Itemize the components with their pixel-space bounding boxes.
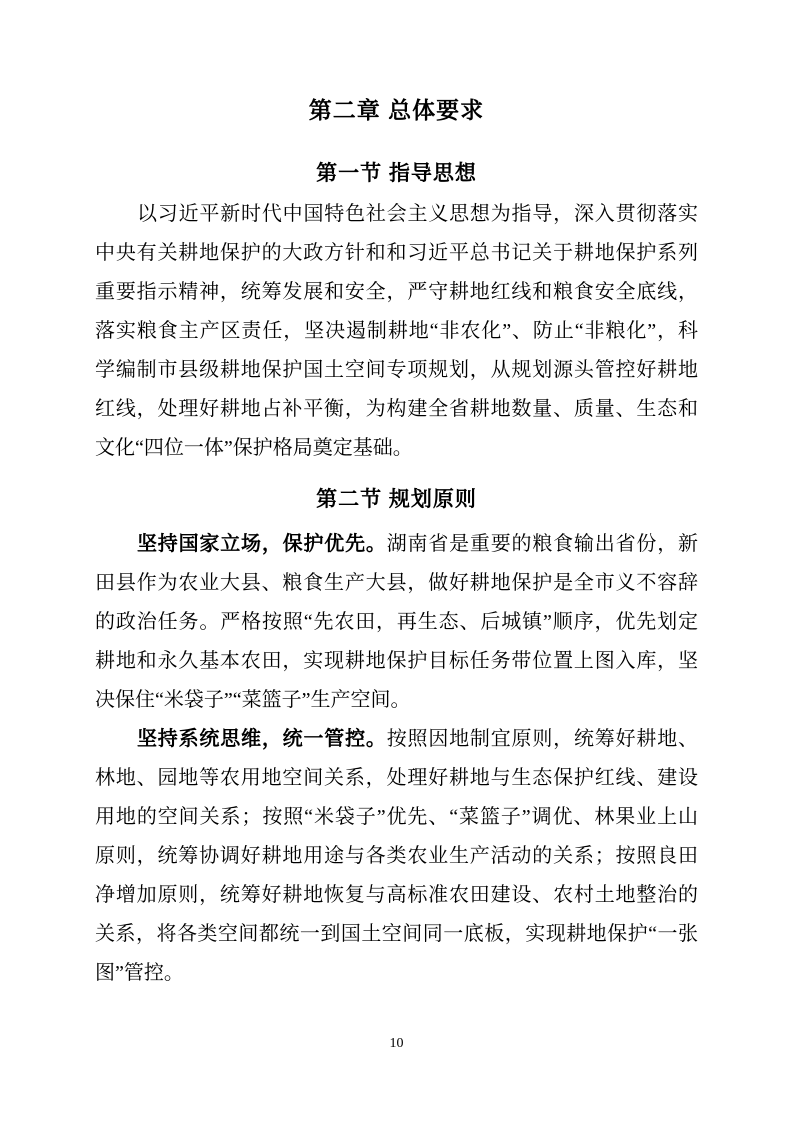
line-text: 的政治任务。严格按照“先农田，再生态、后城镇”顺序，优先划定 — [95, 611, 698, 633]
line-text: 学编制市县级耕地保护国土空间专项规划，从规划源头管控好耕地 — [95, 359, 698, 381]
section-guiding-ideology — [95, 159, 698, 468]
paragraph — [95, 525, 698, 720]
text-line — [95, 564, 698, 603]
text-line — [95, 837, 698, 876]
text-line — [95, 642, 698, 681]
line-text: 红线，处理好耕地占补平衡，为构建全省耕地数量、质量、生态和 — [95, 398, 698, 420]
text-line — [95, 603, 698, 642]
text-line — [95, 390, 698, 429]
text-line — [95, 351, 698, 390]
line-text: 重要指示精神，统筹发展和安全，严守耕地红线和粮食安全底线， — [95, 281, 698, 303]
section-title-planning-principles: 第二节 规划原则 — [316, 488, 477, 511]
line-text: 以习近平新时代中国特色社会主义思想为指导，深入贯彻落实 — [137, 203, 698, 225]
line-text: 决保住“米袋子”“菜篮子”生产空间。 — [95, 689, 411, 711]
text-line — [95, 915, 698, 954]
section-planning-principles — [95, 485, 698, 993]
chapter-title: 第二章 总体要求 — [308, 97, 485, 123]
text-line — [95, 876, 698, 915]
line-text: 耕地和永久基本农田，实现耕地保护目标任务带位置上图入库，坚 — [95, 650, 698, 672]
text-line — [95, 759, 698, 798]
text-line — [95, 273, 698, 312]
text-line — [95, 720, 698, 759]
text-line — [95, 954, 698, 993]
line-text: 图”管控。 — [95, 962, 184, 984]
line-text: 文化“四位一体”保护格局奠定基础。 — [95, 437, 413, 459]
line-text: 关系，将各类空间都统一到国土空间同一底板，实现耕地保护“一张 — [95, 923, 698, 945]
paragraph — [95, 720, 698, 993]
text-line — [95, 798, 698, 837]
line-text: 落实粮食主产区责任，坚决遏制耕地“非农化”、防止“非粮化”，科 — [95, 320, 698, 342]
line-text: 田县作为农业大县、粮食生产大县，做好耕地保护是全市义不容辞 — [95, 572, 698, 594]
text-line — [95, 429, 698, 468]
line-text: 林地、园地等农用地空间关系，处理好耕地与生态保护红线、建设 — [95, 767, 698, 789]
line-text: 中央有关耕地保护的大政方针和和习近平总书记关于耕地保护系列 — [95, 242, 698, 264]
text-line — [95, 312, 698, 351]
line-text: 净增加原则，统筹好耕地恢复与高标准农田建设、农村土地整治的 — [95, 884, 698, 906]
text-line — [95, 525, 698, 564]
bold-lead: 坚持国家立场，保护优先。 — [137, 533, 387, 555]
line-text: 用地的空间关系；按照“米袋子”优先、“菜篮子”调优、林果业上山 — [95, 806, 698, 828]
page-number: 10 — [389, 1036, 404, 1051]
text-line — [95, 234, 698, 273]
line-text: 湖南省是重要的粮食输出省份，新 — [386, 533, 698, 555]
text-line — [95, 681, 698, 720]
line-text: 原则，统筹协调好耕地用途与各类农业生产活动的关系；按照良田 — [95, 845, 698, 867]
section-title-guiding-ideology: 第一节 指导思想 — [316, 162, 477, 185]
bold-lead: 坚持系统思维，统一管控。 — [137, 728, 387, 750]
line-text: 按照因地制宜原则，统筹好耕地、 — [386, 728, 698, 750]
paragraph — [95, 195, 698, 468]
text-line — [95, 195, 698, 234]
